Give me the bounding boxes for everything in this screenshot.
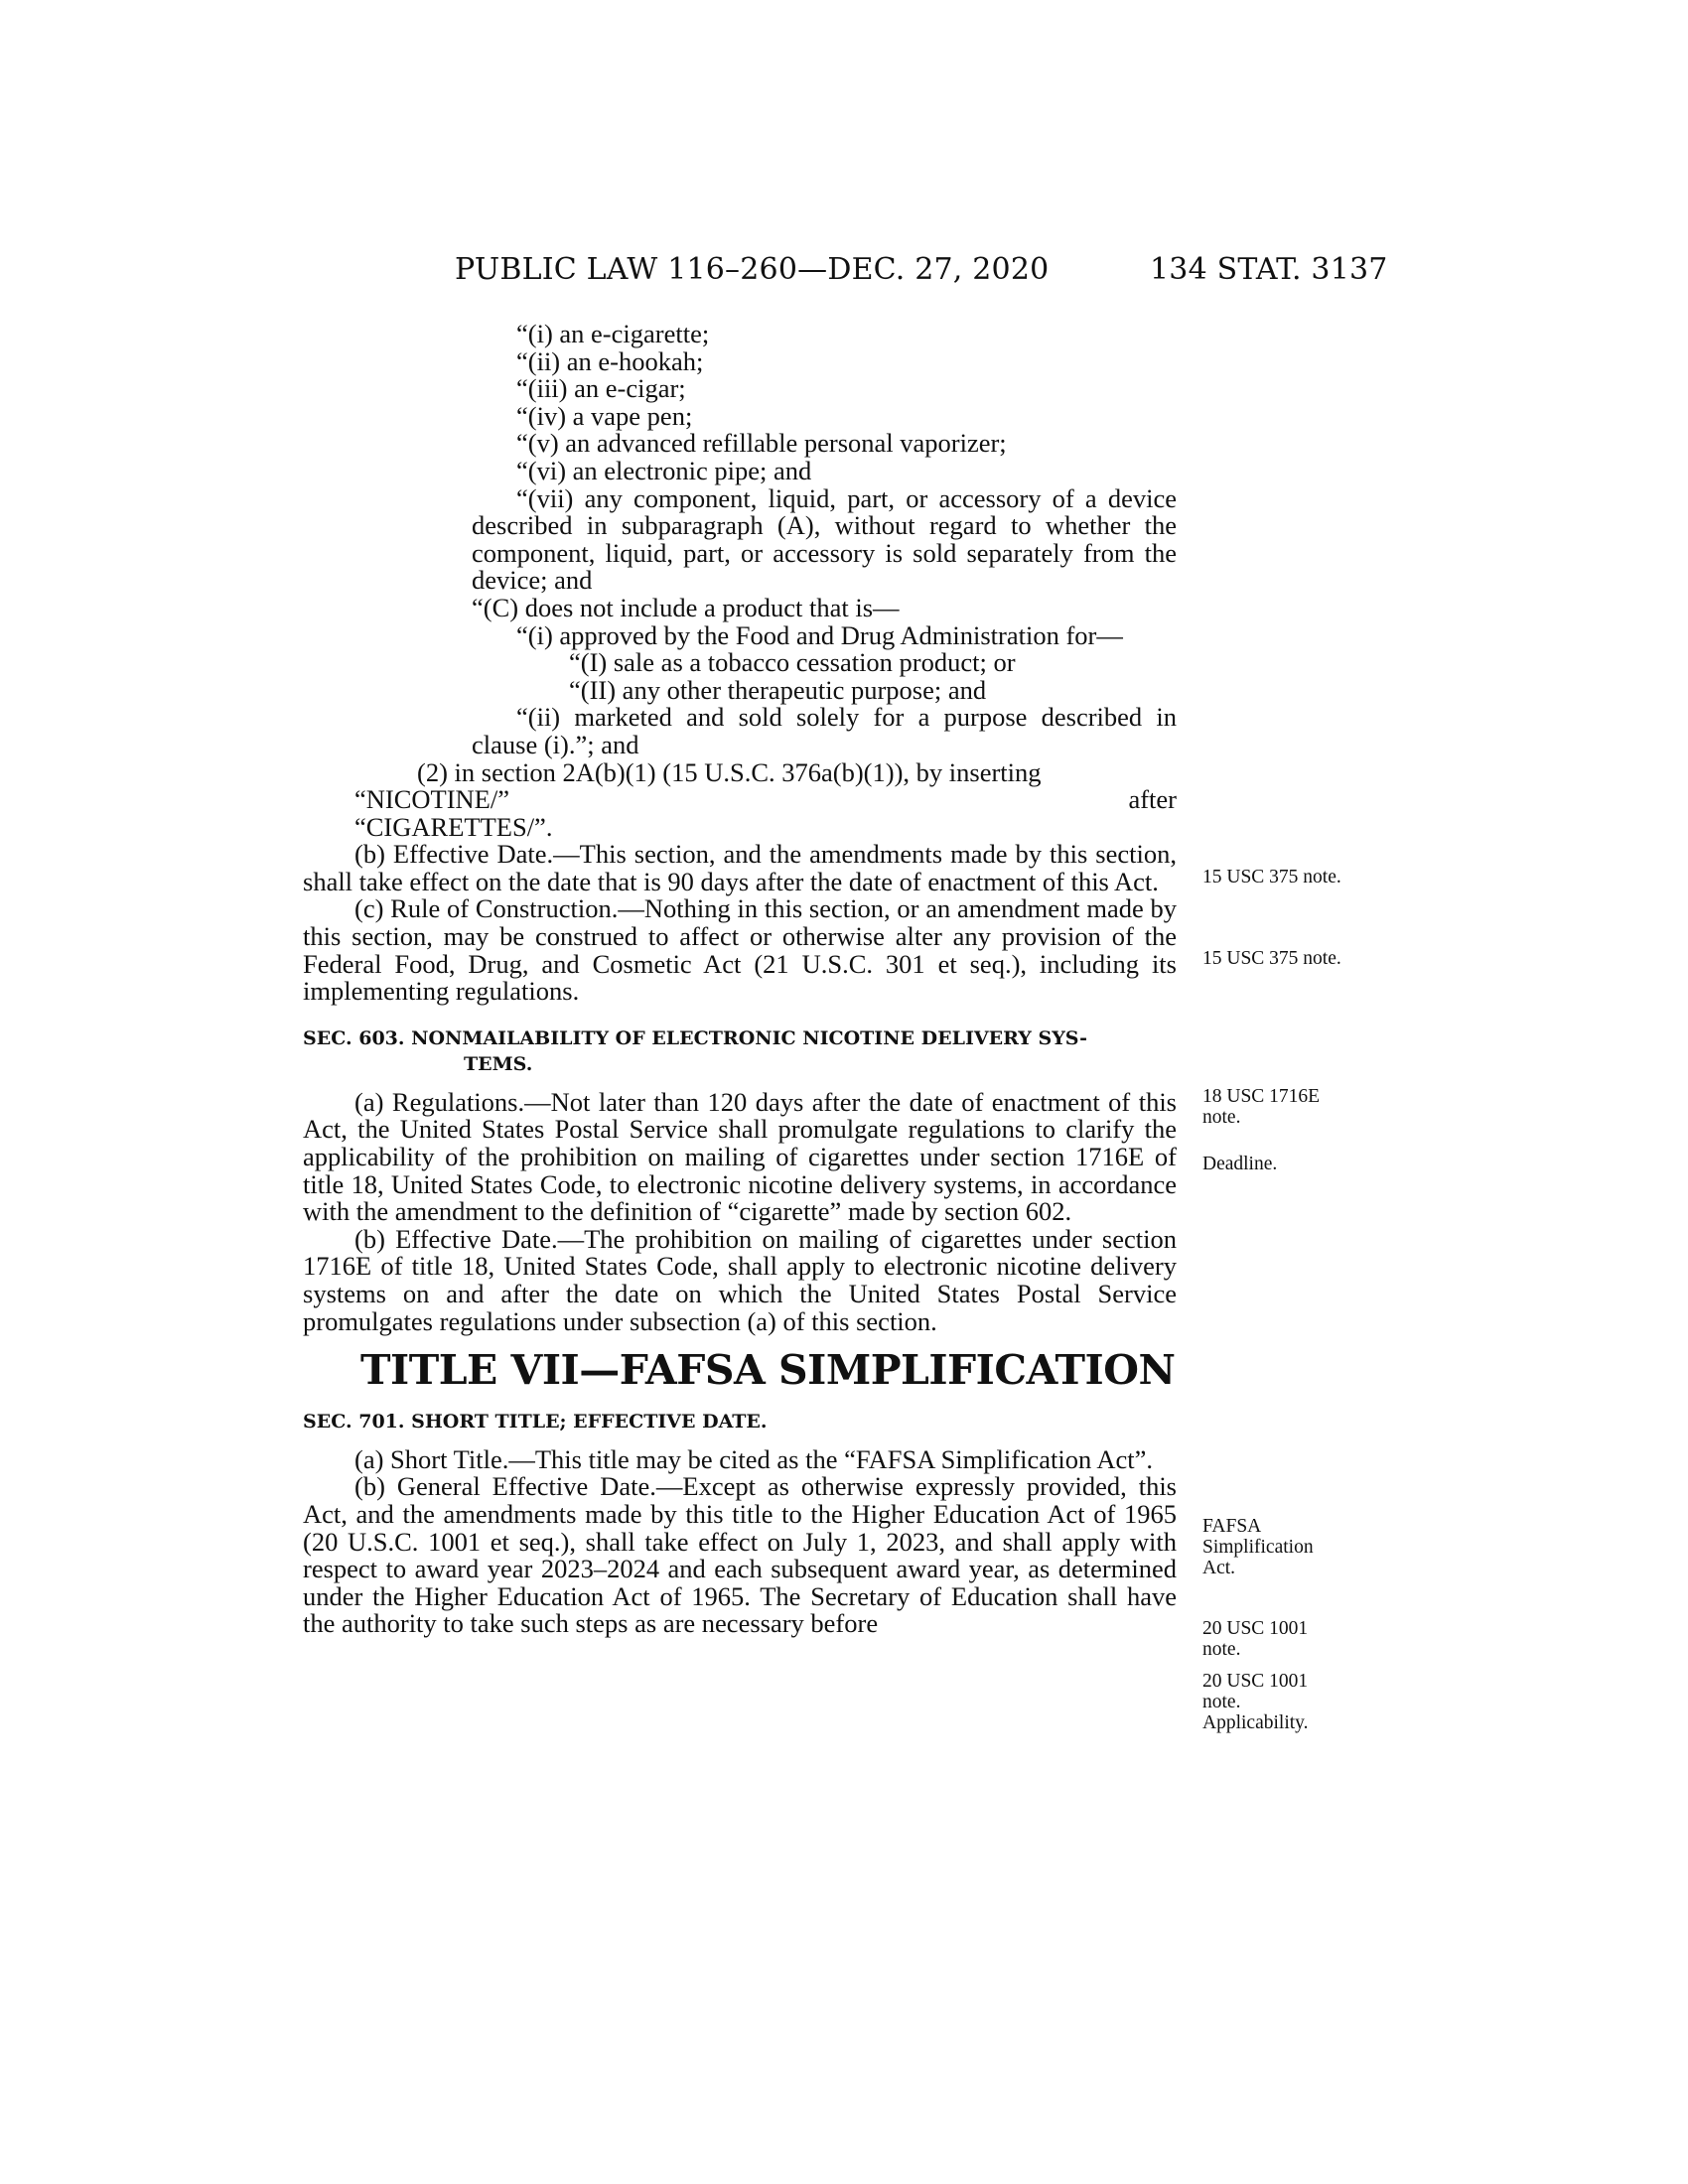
item-iii: “(iii) an e-cigar; <box>516 373 686 404</box>
paragraph-2-line2 <box>303 786 1177 814</box>
item-i: “(i) an e-cigarette; <box>516 319 710 348</box>
clause-c-i: “(i) approved by the Food and Drug Administration for— <box>516 619 1123 650</box>
item-v: “(v) an advanced refillable personal vaporizer; <box>516 428 1007 459</box>
margin-note-15usc375-1: 15 USC 375 note. <box>1202 867 1341 887</box>
margin-note-fafsa-line3: Act. <box>1202 1558 1236 1578</box>
body-text <box>303 321 1177 1638</box>
section-603-a: (a) Regulations.—Not later than 120 days after the date of enactment of this Act, the United States Postal Service shall promulgate regulations to clarify the applicability of the prohibition on mailing of cigarettes under section 1716E of title 18, United States Code, to electronic nicotine delivery systems, in accordance with the amendment to the definition of “cigarette” made by section 602. <box>303 1086 1177 1227</box>
margin-note-20usc1001-2-line1: 20 USC 1001 <box>1202 1671 1309 1692</box>
margin-note-18usc1716e-line1: 18 USC 1716E <box>1202 1086 1321 1107</box>
clause-c-i-I: “(I) sale as a tobacco cessation product; or <box>569 647 1016 678</box>
margin-note-20usc1001-2-line2: note. <box>1202 1692 1241 1712</box>
section-701-heading: SEC. 701. SHORT TITLE; EFFECTIVE DATE. <box>303 1410 768 1433</box>
margin-note-deadline: Deadline. <box>1202 1154 1278 1174</box>
section-603-heading-line1: SEC. 603. NONMAILABILITY OF ELECTRONIC NICOTINE DELIVERY SYS- <box>303 1026 1088 1049</box>
item-vi: “(vi) an electronic pipe; and <box>516 455 812 485</box>
clause-c-intro: “(C) does not include a product that is— <box>472 592 900 622</box>
margin-note-20usc1001-1-line2: note. <box>1202 1639 1241 1660</box>
item-vii: “(vii) any component, liquid, part, or accessory of a device described in subparagraph (A), without regard to whether the component, liquid, part, or accessory is sold separately from the device; and <box>472 482 1177 596</box>
subsection-b-effective-date: (b) Effective Date.—This section, and the amendments made by this section, shall take effect on the date that is 90 days after the date of enactment of this Act. <box>303 839 1177 896</box>
section-701-a: (a) Short Title.—This title may be cited as the “FAFSA Simplification Act”. <box>354 1443 1154 1474</box>
margin-note-20usc1001-1 <box>1202 1618 1308 1660</box>
section-701-b: (b) General Effective Date.—Except as otherwise expressly provided, this Act, and the amendments made by this title to the Higher Education Act of 1965 (20 U.S.C. 1001 et seq.), shall take effect on July 1, 2023, and shall apply with respect to award year 2023–2024 and each subsequent award year, as determined under the Higher Education Act of 1965. The Secretary of Education shall have the authority to take such steps as are necessary before <box>303 1471 1177 1639</box>
item-iv: “(iv) a vape pen; <box>516 400 693 431</box>
nicotine-term: “NICOTINE/” <box>354 784 509 815</box>
margin-note-20usc1001-1-line1: 20 USC 1001 <box>1202 1618 1309 1639</box>
margin-note-15usc375-2: 15 USC 375 note. <box>1202 948 1341 969</box>
cigarettes-term: “CIGARETTES/”. <box>354 811 553 842</box>
running-header-law: PUBLIC LAW 116–260—DEC. 27, 2020 <box>455 252 1050 287</box>
item-ii: “(ii) an e-hookah; <box>516 345 704 376</box>
margin-note-18usc1716e-line2: note. <box>1202 1107 1241 1128</box>
running-header-stat-page: 134 STAT. 3137 <box>1150 252 1388 287</box>
margin-note-18usc1716e <box>1202 1086 1320 1128</box>
subsection-c-rule-of-construction: (c) Rule of Construction.—Nothing in this section, or an amendment made by this section, may be construed to affect or otherwise alter any provision of the Federal Food, Drug, and Cosmetic Act (21 U.S.C. 301 et seq.), including its implementing regulations. <box>303 893 1177 1007</box>
clause-c-ii: “(ii) marketed and sold solely for a purpose described in clause (i).”; and <box>472 702 1177 759</box>
margin-note-20usc1001-2 <box>1202 1671 1309 1733</box>
margin-note-fafsa-line2: Simplification <box>1202 1537 1314 1558</box>
section-603-heading <box>303 1025 1177 1077</box>
margin-note-fafsa-line1: FAFSA <box>1202 1516 1262 1537</box>
clause-c-i-II: “(II) any other therapeutic purpose; and <box>569 674 987 705</box>
paragraph-2-line1: (2) in section 2A(b)(1) (15 U.S.C. 376a(b)(1)), by inserting <box>417 756 1042 787</box>
margin-note-applicability: Applicability. <box>1202 1712 1309 1733</box>
margin-note-fafsa-act <box>1202 1516 1314 1578</box>
section-603-heading-line2: TEMS. <box>464 1052 533 1075</box>
section-603-b: (b) Effective Date.—The prohibition on mailing of cigarettes under section 1716E of title 18, United States Code, shall apply to electronic nicotine delivery systems on and after the date on which the United States Postal Service promulgates regulations under subsection (a) of this section. <box>303 1223 1177 1336</box>
title-vii-heading: TITLE VII—FAFSA SIMPLIFICATION <box>360 1346 1176 1395</box>
after-word: after <box>1128 784 1177 815</box>
